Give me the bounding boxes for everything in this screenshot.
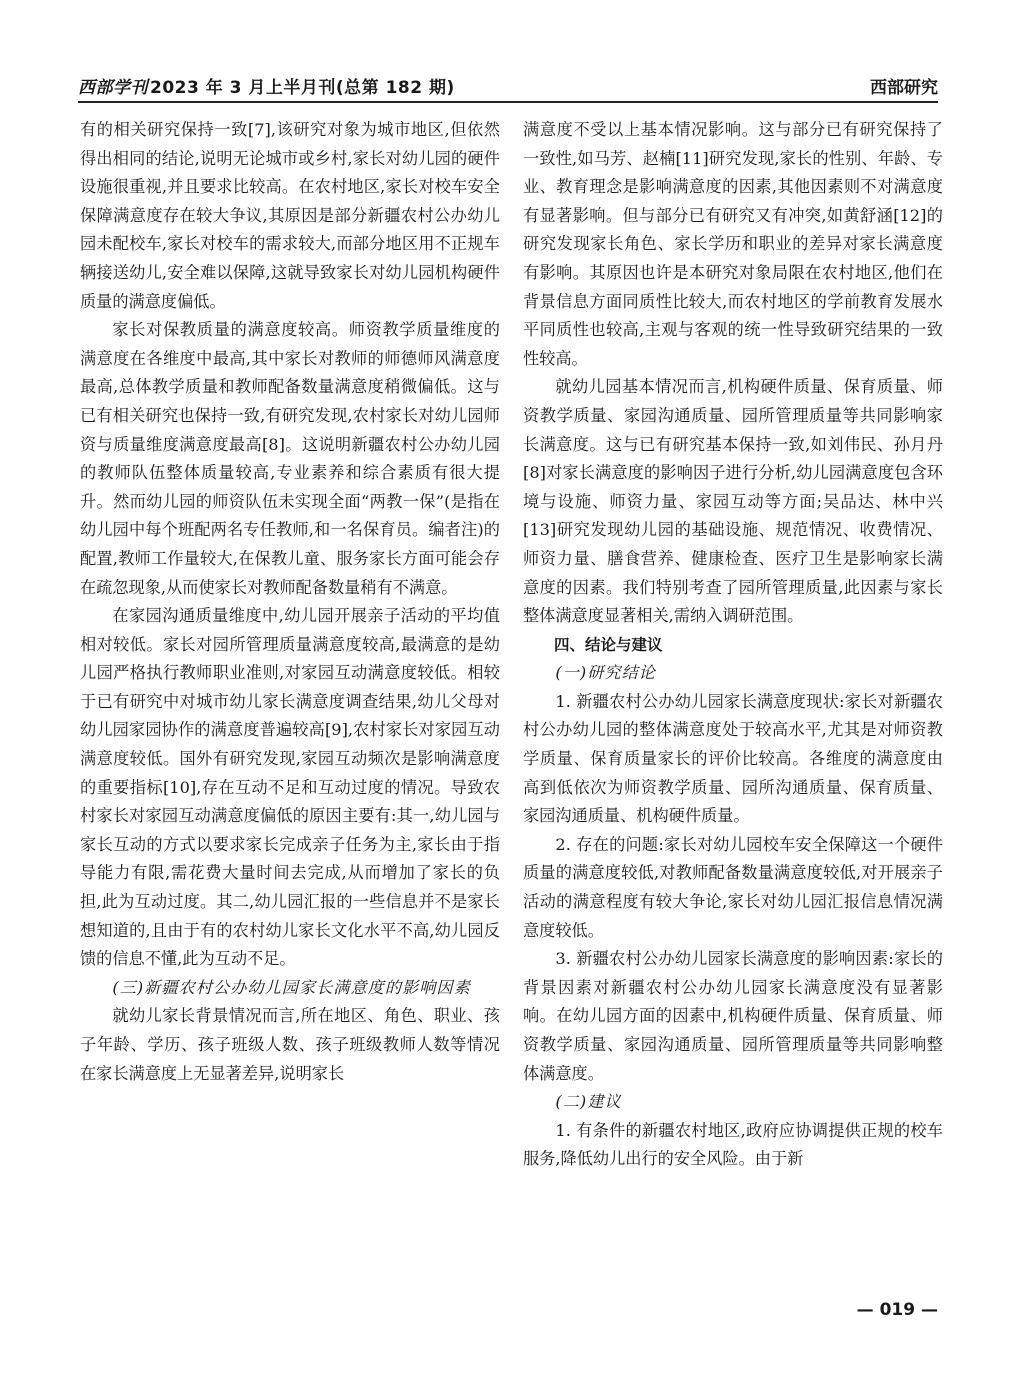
- subsection-heading: (二)建议: [555, 1092, 622, 1112]
- paragraph: 1. 新疆农村公办幼儿园家长满意度现状:家长对新疆农村公办幼儿园的整体满意度处于较高水平,尤其是对师资教学质量、保育质量家长的评价比较高。各维度的满意度由高到低依次为师资教学质量、园所沟通质量、保育质量、家园沟通质量、机构硬件质量。: [523, 691, 943, 826]
- right-column: [523, 116, 943, 1286]
- paragraph: 1. 有条件的新疆农村地区,政府应协调提供正规的校车服务,降低幼儿出行的安全风险。由于新: [523, 1120, 943, 1169]
- paragraph: 就幼儿家长背景情况而言,所在地区、角色、职业、孩子年龄、学历、孩子班级人数、孩子班级教师人数等情况在家长满意度上无显著差异,说明家长: [80, 1006, 500, 1083]
- subsection-heading: (一)研究结论: [555, 663, 656, 683]
- subsection-heading: (三)新疆农村公办幼儿园家长满意度的影响因素: [112, 977, 471, 997]
- page-number: — 019 —: [856, 1300, 938, 1320]
- paragraph: 有的相关研究保持一致[7],该研究对象为城市地区,但依然得出相同的结论,说明无论城市或乡村,家长对幼儿园的硬件设施很重视,并且要求比较高。在农村地区,家长对校车安全保障满意度存在较大争议,其原因是部分新疆农村公办幼儿园未配校车,家长对校车的需求较大,而部分地区用不正规车辆接送幼儿,安全难以保障,这就导致家长对幼儿园机构硬件质量的满意度偏低。: [80, 120, 500, 311]
- section-heading: 四、结论与建议: [554, 635, 663, 654]
- journal-logo: 西部学刊: [78, 78, 148, 98]
- running-header: [78, 72, 938, 98]
- paragraph: 2. 存在的问题:家长对幼儿园校车安全保障这一个硬件质量的满意度较低,对教师配备数量满意度较低,对开展亲子活动的满意程度有较大争论,家长对幼儿园汇报信息情况满意度较低。: [523, 834, 943, 940]
- issue-info: 2023 年 3 月上半月刊(总第 182 期): [150, 78, 455, 98]
- header-left: [78, 73, 455, 98]
- header-rule: [78, 101, 938, 103]
- paragraph: 家长对保教质量的满意度较高。师资教学质量维度的满意度在各维度中最高,其中家长对教师的师德师风满意度最高,总体教学质量和教师配备数量满意度稍微偏低。这与已有相关研究也保持一致,有研究发现,农村家长对幼儿园师资与质量维度满意度最高[8]。这说明新疆农村公办幼儿园的教师队伍整体质量较高,专业素养和综合素质有很大提升。然而幼儿园的师资队伍未实现全面“两教一保”(是指在幼儿园中每个班配两名专任教师,和一名保育员。编者注)的配置,教师工作量较大,在保教儿童、服务家长方面可能会存在疏忽现象,从而使家长对教师配备数量稍有不满意。: [80, 320, 500, 597]
- paragraph: 在家园沟通质量维度中,幼儿园开展亲子活动的平均值相对较低。家长对园所管理质量满意度较高,最满意的是幼儿园严格执行教师职业准则,对家园互动满意度较低。相较于已有研究中对城市幼儿家长满意度调查结果,幼儿父母对幼儿园家园协作的满意度普遍较高[9],农村家长对家园互动满意度较低。国外有研究发现,家园互动频次是影响满意度的重要指标[10],存在互动不足和互动过度的情况。导致农村家长对家园互动满意度偏低的原因主要有:其一,幼儿园与家长互动的方式以要求家长完成亲子任务为主,家长由于指导能力有限,需花费大量时间去完成,从而增加了家长的负担,此为互动过度。其二,幼儿园汇报的一些信息并不是家长想知道的,且由于有的农村幼儿家长文化水平不高,幼儿园反馈的信息不懂,此为互动不足。: [80, 606, 500, 969]
- paragraph: 满意度不受以上基本情况影响。这与部分已有研究保持了一致性,如马芳、赵楠[11]研究发现,家长的性别、年龄、专业、教育理念是影响满意度的因素,其他因素则不对满意度有显著影响。但与部分已有研究又有冲突,如黄舒涵[12]的研究发现家长角色、家长学历和职业的差异对家长满意度有影响。其原因也许是本研究对象局限在农村地区,他们在背景信息方面同质性比较大,而农村地区的学前教育发展水平同质性也较高,主观与客观的统一性导致研究结果的一致性较高。: [523, 120, 943, 368]
- section-name: 西部研究: [870, 78, 938, 98]
- paragraph: 3. 新疆农村公办幼儿园家长满意度的影响因素:家长的背景因素对新疆农村公办幼儿园家长满意度没有显著影响。在幼儿园方面的因素中,机构硬件质量、保育质量、师资教学质量、家园沟通质量、园所管理质量等共同影响整体满意度。: [523, 949, 943, 1083]
- paragraph: 就幼儿园基本情况而言,机构硬件质量、保育质量、师资教学质量、家园沟通质量、园所管理质量等共同影响家长满意度。这与已有研究基本保持一致,如刘伟民、孙月丹[8]对家长满意度的影响因子进行分析,幼儿园满意度包含环境与设施、师资力量、家园互动等方面;吴品达、林中兴[13]研究发现幼儿园的基础设施、规范情况、收费情况、师资力量、膳食营养、健康检查、医疗卫生是影响家长满意度的因素。我们特别考查了园所管理质量,此因素与家长整体满意度显著相关,需纳入调研范围。: [523, 377, 943, 626]
- left-column: [80, 116, 500, 1286]
